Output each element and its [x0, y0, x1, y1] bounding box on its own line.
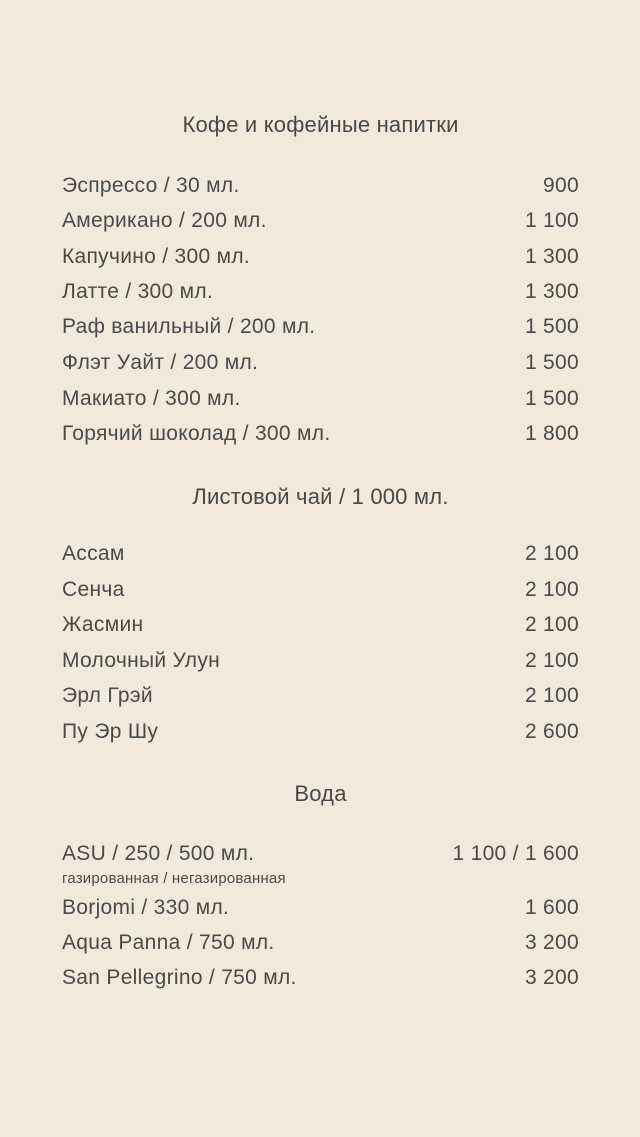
item-name: Горячий шоколад / 300 мл.	[62, 422, 331, 445]
item-price: 1 300	[524, 280, 579, 303]
item-price: 1 500	[524, 315, 579, 338]
item-price: 3 200	[524, 966, 579, 989]
item-name: Молочный Улун	[62, 649, 221, 672]
menu-item	[62, 577, 579, 603]
item-name: San Pellegrino / 750 мл.	[62, 966, 297, 989]
menu-item	[62, 244, 579, 270]
item-price: 1 100	[524, 209, 579, 232]
menu-item	[62, 208, 579, 234]
item-name: Эспрессо / 30 мл.	[62, 174, 240, 197]
menu-item	[62, 173, 579, 199]
item-price: 1 500	[524, 351, 579, 374]
menu-item	[62, 279, 579, 305]
item-note: газированная / негазированная	[62, 870, 286, 887]
item-name: Латте / 300 мл.	[62, 280, 214, 303]
menu-item	[62, 965, 579, 991]
menu-item	[62, 930, 579, 956]
menu-item	[62, 841, 579, 867]
menu-item	[62, 719, 579, 745]
item-price: 1 100 / 1 600	[452, 842, 579, 865]
item-price: 2 100	[524, 684, 579, 707]
menu-item	[62, 541, 579, 567]
item-name: ASU / 250 / 500 мл.	[62, 842, 255, 865]
item-name: Borjomi / 330 мл.	[62, 896, 230, 919]
menu-item	[62, 683, 579, 709]
item-price: 2 100	[524, 649, 579, 672]
item-price: 2 100	[524, 578, 579, 601]
item-price: 1 800	[524, 422, 579, 445]
menu-item	[62, 350, 579, 376]
item-name: Эрл Грэй	[62, 684, 153, 707]
menu-item	[62, 612, 579, 638]
item-name: Сенча	[62, 578, 125, 601]
item-price: 2 600	[524, 720, 579, 743]
section-title-water: Вода	[294, 781, 347, 806]
item-name: Aqua Panna / 750 мл.	[62, 931, 275, 954]
item-price: 1 500	[524, 387, 579, 410]
item-price: 2 100	[524, 613, 579, 636]
section-title-tea: Листовой чай / 1 000 мл.	[192, 484, 449, 509]
menu-item	[62, 895, 579, 921]
item-name: Капучино / 300 мл.	[62, 245, 251, 268]
menu-item	[62, 386, 579, 412]
item-price: 1 300	[524, 245, 579, 268]
menu-item	[62, 421, 579, 447]
item-name: Раф ванильный / 200 мл.	[62, 315, 316, 338]
item-name: Пу Эр Шу	[62, 720, 159, 743]
item-price: 900	[543, 174, 579, 197]
item-name: Жасмин	[62, 613, 144, 636]
item-name: Макиато / 300 мл.	[62, 387, 241, 410]
menu-item	[62, 314, 579, 340]
item-name: Ассам	[62, 542, 125, 565]
item-name: Флэт Уайт / 200 мл.	[62, 351, 259, 374]
item-price: 2 100	[524, 542, 579, 565]
item-name: Американо / 200 мл.	[62, 209, 267, 232]
item-price: 3 200	[524, 931, 579, 954]
item-price: 1 600	[524, 896, 579, 919]
section-title-coffee: Кофе и кофейные напитки	[182, 112, 459, 137]
menu-item	[62, 648, 579, 674]
